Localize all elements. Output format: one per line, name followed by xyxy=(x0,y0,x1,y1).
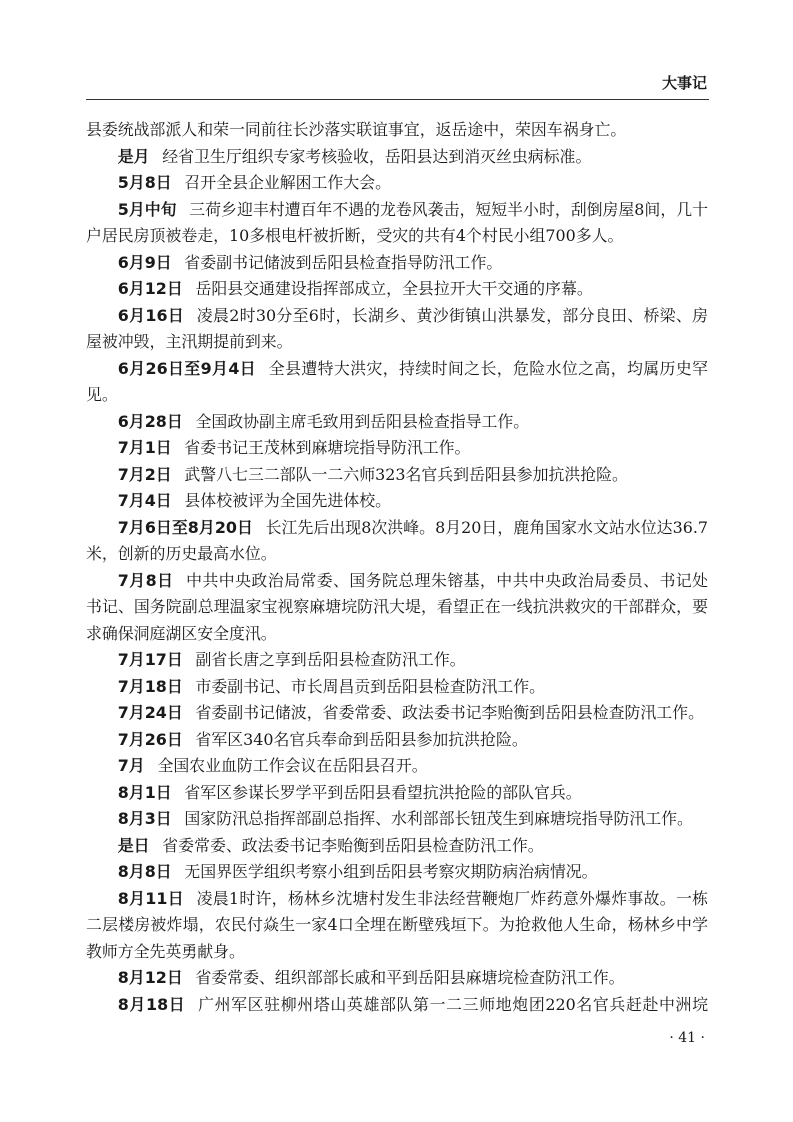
entry-date-label: 5月8日 xyxy=(117,173,172,192)
chronicle-entry xyxy=(86,753,708,780)
chronicle-entry xyxy=(86,144,708,171)
entry-date-label: 7月2日 xyxy=(117,464,172,484)
entry-text: 凌晨1时许，杨林乡沈塘村发生非法经营鞭炮厂炸药意外爆炸事故。一栋二层楼房被炸塌，农民付焱生一家4口全埋在断壁残垣下。为抢救他人生命，杨林乡中学教师方全先英勇献身。 xyxy=(86,888,709,961)
chronicle-entry xyxy=(86,197,708,250)
header-rule xyxy=(86,99,709,100)
entry-text: 副省长唐之享到岳阳县检查防汛工作。 xyxy=(195,650,466,669)
entry-text: 全县遭特大洪灾，持续时间之长，危险水位之高，均属历史罕见。 xyxy=(86,358,708,404)
entry-date-label: 7月24日 xyxy=(117,703,183,722)
entry-date-label: 是月 xyxy=(117,146,150,166)
chronicle-entry xyxy=(86,276,708,303)
chronicle-entry xyxy=(86,806,708,833)
chronicle-entry xyxy=(86,965,708,992)
chronicle-entry xyxy=(86,303,708,356)
entry-text: 广州军区驻柳州塔山英雄部队第一二三师地炮团220名官兵赶赴中洲垸 xyxy=(198,994,708,1014)
chronicle-entry xyxy=(86,886,708,966)
chronicle-entry xyxy=(86,727,708,754)
chronicle-entry xyxy=(86,515,708,568)
chronicle-entry xyxy=(86,435,708,462)
entry-date-label: 8月1日 xyxy=(117,782,172,802)
entry-text: 召开全县企业解困工作大会。 xyxy=(184,173,391,192)
entry-text: 省委常委、政法委书记李贻衡到岳阳县检查防汛工作。 xyxy=(162,835,544,855)
entry-text: 长江先后出现8次洪峰。8月20日，鹿角国家水文站水位达36.7米，创新的历史最高水位。 xyxy=(86,517,708,563)
entry-text: 省委书记王茂林到麻塘垸指导防汛工作。 xyxy=(184,438,471,457)
chronicle-entry xyxy=(86,250,708,277)
page-number: · 41 · xyxy=(669,1030,705,1046)
entry-date-label: 7月17日 xyxy=(117,650,183,669)
entry-date-label: 7月1日 xyxy=(117,438,172,457)
entry-date-label: 是日 xyxy=(117,835,150,855)
entry-text: 凌晨2时30分至6时，长湖乡、黄沙街镇山洪暴发，部分良田、桥梁、房屋被冲毁，主汛期提前到来。 xyxy=(86,305,708,351)
chronicle-entry xyxy=(86,833,708,860)
entry-date-label: 6月28日 xyxy=(117,411,183,431)
entry-text: 武警八七三二部队一二六师323名官兵到岳阳县参加抗洪抢险。 xyxy=(184,464,628,484)
entry-date-label: 6月9日 xyxy=(117,252,172,272)
entry-text: 市委副书记、市长周昌贡到岳阳县检查防汛工作。 xyxy=(195,676,546,696)
entry-date-label: 7月8日 xyxy=(117,570,174,590)
chronicle-content xyxy=(86,117,708,1018)
entry-date-label: 8月8日 xyxy=(117,862,172,881)
entry-text: 全国农业血防工作会议在岳阳县召开。 xyxy=(157,756,428,775)
entry-text: 省委副书记储波，省委常委、政法委书记李贻衡到岳阳县检查防汛工作。 xyxy=(195,703,704,722)
entry-text: 全国政协副主席毛致用到岳阳县检查指导工作。 xyxy=(195,411,530,431)
entry-date-label: 6月12日 xyxy=(117,279,183,298)
entry-text: 无国界医学组织考察小组到岳阳县考察灾期防病治病情况。 xyxy=(184,862,598,881)
chronicle-entry xyxy=(86,859,708,886)
entry-text: 国家防汛总指挥部副总指挥、水利部部长钮茂生到麻塘垸指导防汛工作。 xyxy=(184,809,693,828)
chronicle-entry xyxy=(86,700,708,727)
entry-text: 省军区参谋长罗学平到岳阳县看望抗洪抢险的部队官兵。 xyxy=(184,782,582,802)
chronicle-entry xyxy=(86,992,708,1019)
entry-date-label: 7月 xyxy=(117,756,145,775)
entry-text: 三荷乡迎丰村遭百年不遇的龙卷风袭击，短短半小时，刮倒房屋8间，几十户居民房顶被卷走，10多根电杆被折断，受灾的共有4个村民小组700多人。 xyxy=(86,199,708,245)
entry-text: 中共中央政治局常委、国务院总理朱镕基，中共中央政治局委员、书记处书记、国务院副总理温家宝视察麻塘垸防汛大堤，看望正在一线抗洪救灾的干部群众，要求确保洞庭湖区安全度汛。 xyxy=(86,570,708,643)
entry-date-label: 8月3日 xyxy=(117,809,172,828)
entry-date-label: 7月18日 xyxy=(117,676,183,696)
chronicle-entry xyxy=(86,674,708,701)
entry-text: 县体校被评为全国先进体校。 xyxy=(184,491,391,510)
entry-text: 省军区340名官兵奉命到岳阳县参加抗洪抢险。 xyxy=(195,729,528,749)
entry-date-label: 8月12日 xyxy=(117,968,183,987)
entry-date-label: 8月18日 xyxy=(117,994,186,1014)
entry-date-label: 5月中旬 xyxy=(117,199,177,219)
entry-date-label: 7月26日 xyxy=(117,729,183,749)
entry-text: 省委副书记储波到岳阳县检查指导防汛工作。 xyxy=(184,252,503,272)
chronicle-entry xyxy=(86,462,708,489)
entry-text: 经省卫生厅组织专家考核验收，岳阳县达到消灭丝虫病标准。 xyxy=(162,146,592,166)
entry-date-label: 6月16日 xyxy=(117,305,185,325)
running-header-title: 大事记 xyxy=(661,74,707,92)
entry-text: 岳阳县交通建设指挥部成立，全县拉开大干交通的序幕。 xyxy=(195,279,593,298)
entry-text: 县委统战部派人和荣一同前往长沙落实联谊事宜，返岳途中，荣因车祸身亡。 xyxy=(86,120,627,139)
chronicle-entry xyxy=(86,647,708,674)
chronicle-entry xyxy=(86,117,708,144)
chronicle-entry xyxy=(86,356,708,409)
entry-date-label: 7月6日至8月20日 xyxy=(117,517,253,537)
chronicle-entry xyxy=(86,488,708,515)
chronicle-entry xyxy=(86,568,708,648)
entry-text: 省委常委、组织部部长戚和平到岳阳县麻塘垸检查防汛工作。 xyxy=(195,968,625,987)
entry-date-label: 8月11日 xyxy=(117,888,184,908)
chronicle-entry xyxy=(86,409,708,436)
entry-date-label: 7月4日 xyxy=(117,491,172,510)
entry-date-label: 6月26日至9月4日 xyxy=(117,358,257,378)
chronicle-entry xyxy=(86,170,708,197)
chronicle-entry xyxy=(86,780,708,807)
